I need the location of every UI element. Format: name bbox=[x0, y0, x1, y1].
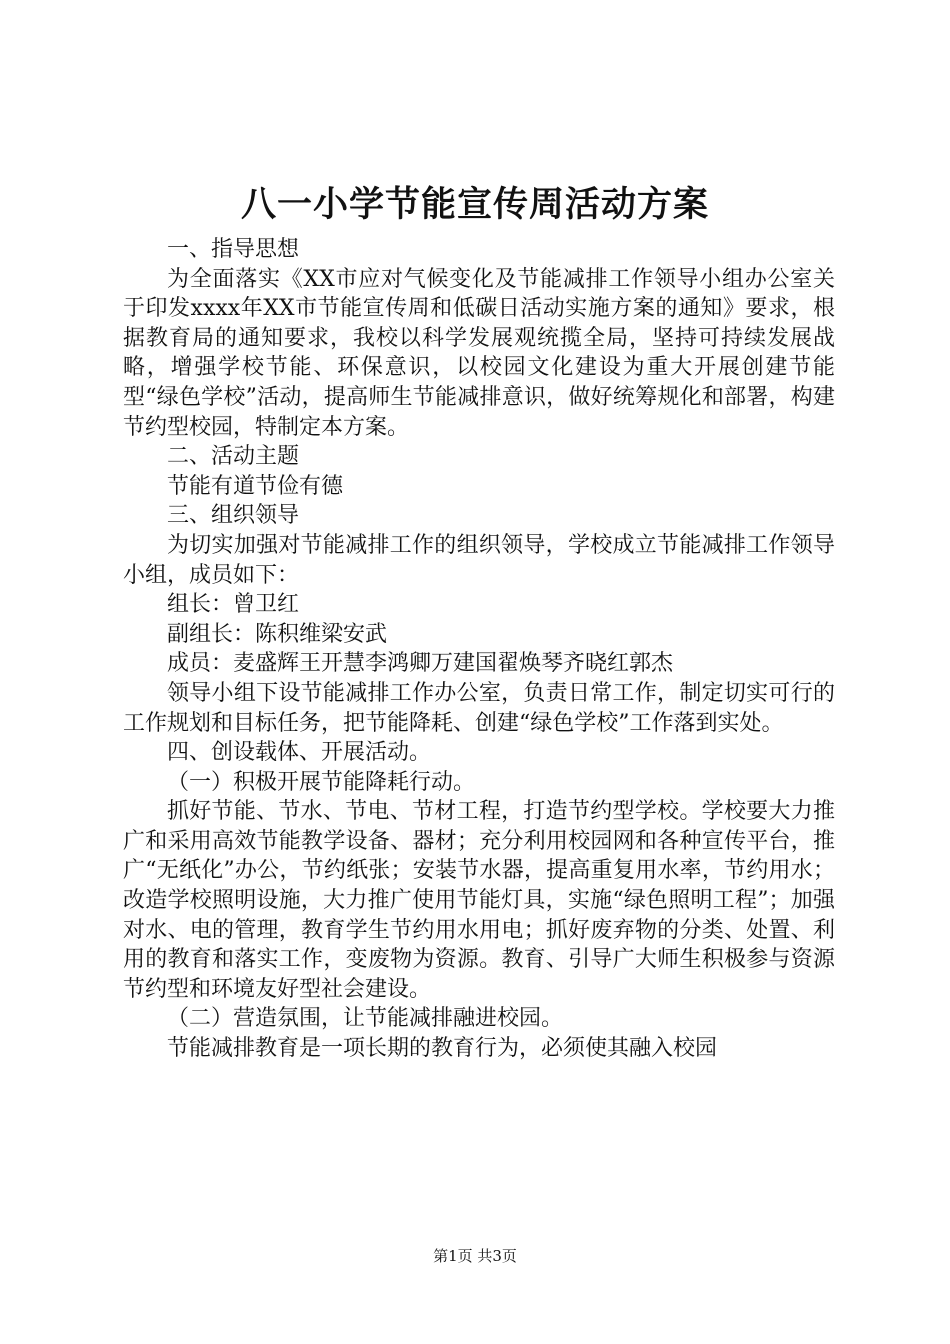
section-heading-activity-theme: 二、活动主题 bbox=[167, 444, 300, 470]
paragraph-group-leader: 组长：曾卫红 bbox=[167, 592, 300, 618]
section-heading-guiding-thought: 一、指导思想 bbox=[167, 237, 300, 262]
paragraph-members: 成员：麦盛辉王开慧李鸿卿万建国翟焕琴齐晓红郭杰 bbox=[167, 651, 674, 677]
paragraph-purpose: 为全面落实《XX市应对气候变化及节能减排工作领导小组办公室关于印发xxxx年XX市节能宣传周和低碳日活动实施方案的通知》要求，根据教育局的通知要求，我校以科学发展观统揽全局，坚持可持续发展战略，增强学校节能、环保意识，以校园文化建设为重大开展创建节能型“绿色学校”活动，提高师生节能减排意识，做好统筹规化和部署，构建节约型校园，特制定本方案。 bbox=[123, 266, 835, 440]
document-title: 八一小学节能宣传周活动方案 bbox=[240, 185, 709, 225]
subsection-heading-atmosphere: （二）营造氛围，让节能减排融进校园。 bbox=[167, 1006, 564, 1032]
paragraph-energy-saving: 抓好节能、节水、节电、节材工程，打造节约型学校。学校要大力推广和采用高效节能教学设备、器材；充分利用校园网和各种宣传平台，推广“无纸化”办公，节约纸张；安装节水器，提高重复用水率，节约用水；改造学校照明设施，大力推广使用节能灯具，实施“绿色照明工程”；加强对水、电的管理，教育学生节约用水用电；抓好废弃物的分类、处置、利用的教育和落实工作，变废物为资源。教育、引导广大师生积极参与资源节约型和环境友好型社会建设。 bbox=[123, 799, 835, 1002]
paragraph-theme: 节能有道节俭有德 bbox=[167, 473, 344, 499]
section-heading-organization: 三、组织领导 bbox=[167, 503, 300, 529]
section-heading-activities: 四、创设载体、开展活动。 bbox=[167, 740, 432, 766]
paragraph-organization: 为切实加强对节能减排工作的组织领导，学校成立节能减排工作领导小组，成员如下： bbox=[123, 532, 835, 588]
document-body bbox=[123, 235, 835, 1064]
paragraph-deputy-leaders: 副组长：陈积维梁安武 bbox=[167, 621, 388, 647]
page-footer: 第1页 共3页 bbox=[433, 1247, 517, 1265]
paragraph-atmosphere: 节能减排教育是一项长期的教育行为，必须使其融入校园 bbox=[167, 1036, 718, 1062]
paragraph-office: 领导小组下设节能减排工作办公室，负责日常工作，制定切实可行的工作规划和目标任务，把节能降耗、创建“绿色学校”工作落到实处。 bbox=[123, 680, 835, 736]
subsection-heading-energy-saving: （一）积极开展节能降耗行动。 bbox=[167, 769, 476, 795]
